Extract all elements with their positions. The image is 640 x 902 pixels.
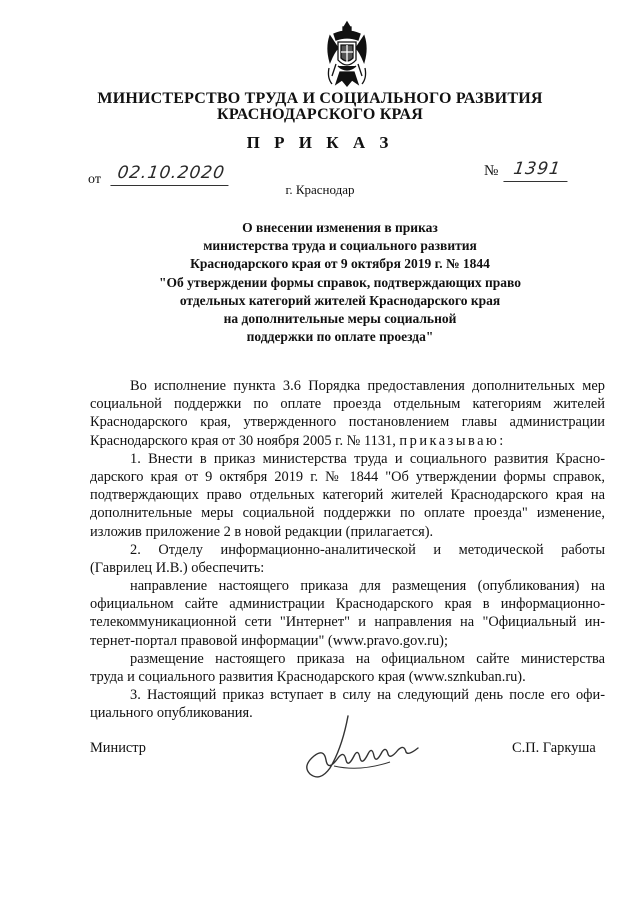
title-line: Краснодарского края от 9 октября 2019 г. № 1844 — [190, 256, 490, 272]
title-line: министерства труда и социального развития — [203, 238, 477, 254]
ministry-name-line1: МИНИСТЕРСТВО ТРУДА И СОЦИАЛЬНОГО РАЗВИТИЯ — [97, 90, 543, 107]
number-prefix: № — [484, 163, 499, 179]
city: г. Краснодар — [285, 182, 355, 197]
body-line: 1. Внести в приказ министерства труда и социального развития Красно- — [130, 450, 605, 467]
signatory-name: С.П. Гаркуша — [512, 740, 596, 756]
body-line-text: Краснодарского края от 30 ноября 2005 г. № 1131, — [90, 432, 396, 449]
body-line — [90, 432, 605, 450]
signatory-title: Министр — [90, 740, 146, 756]
body-line: социальной поддержки по оплате проезда отдельным категориям жителей — [90, 396, 605, 413]
body-line: подтверждающих право отдельных категорий жителей Краснодарского края на — [90, 487, 605, 504]
order-verb: приказываю: — [399, 432, 506, 449]
date-prefix: от — [88, 172, 101, 187]
body-line: 3. Настоящий приказ вступает в силу на следующий день после его офи- — [130, 687, 605, 704]
body-line: направление настоящего приказа для размещения (опубликования) на — [130, 578, 605, 595]
order-heading: П Р И К А З — [246, 133, 394, 152]
title-line: на дополнительные меры социальной — [223, 311, 457, 327]
body-line: изложив приложение 2 в новой редакции (прилагается). — [90, 523, 434, 540]
body-line: тернет-портал правовой информации" (www.pravo.gov.ru); — [90, 632, 448, 649]
body-line: Во исполнение пункта 3.6 Порядка предоставления дополнительных мер — [130, 378, 605, 394]
ministry-name-line2: КРАСНОДАРСКОГО КРАЯ — [217, 106, 423, 123]
title-line: отдельных категорий жителей Краснодарского края — [179, 292, 501, 308]
body-line: 2. Отделу информационно-аналитической и методической работы — [130, 541, 605, 558]
body-line: труда и социального развития Краснодарского края (www.sznkuban.ru). — [90, 669, 526, 685]
handwritten-signature — [290, 708, 430, 788]
body-line: официальном сайте администрации Краснодарского края в информационно- — [90, 596, 605, 613]
title-line: поддержки по оплате проезда" — [246, 329, 434, 345]
title-line: О внесении изменения в приказ — [242, 220, 438, 235]
body-line: циального опубликования. — [90, 705, 253, 722]
body-line: размещение настоящего приказа на официальном сайте министерства — [130, 650, 605, 667]
body-line: телекоммуникационной сети "Интернет" и направления на "Официальный ин- — [90, 614, 605, 631]
body-line: (Гаврилец И.В.) обеспечить: — [90, 559, 265, 576]
order-body — [90, 377, 605, 723]
body-line: дарского края от 9 октября 2019 г. № 1844 "Об утверждении формы справок, — [90, 468, 605, 485]
coat-of-arms-emblem — [324, 18, 370, 90]
body-line: дополнительные меры социальной поддержки по оплате проезда" изменение, — [90, 505, 605, 522]
title-line: "Об утверждении формы справок, подтверждающих право — [159, 274, 521, 290]
order-number: 1391 — [503, 159, 570, 182]
order-date: 02.10.2020 — [110, 163, 231, 186]
body-line: Краснодарского края, утвержденного постановлением главы администрации — [90, 414, 605, 431]
order-title — [120, 219, 560, 346]
